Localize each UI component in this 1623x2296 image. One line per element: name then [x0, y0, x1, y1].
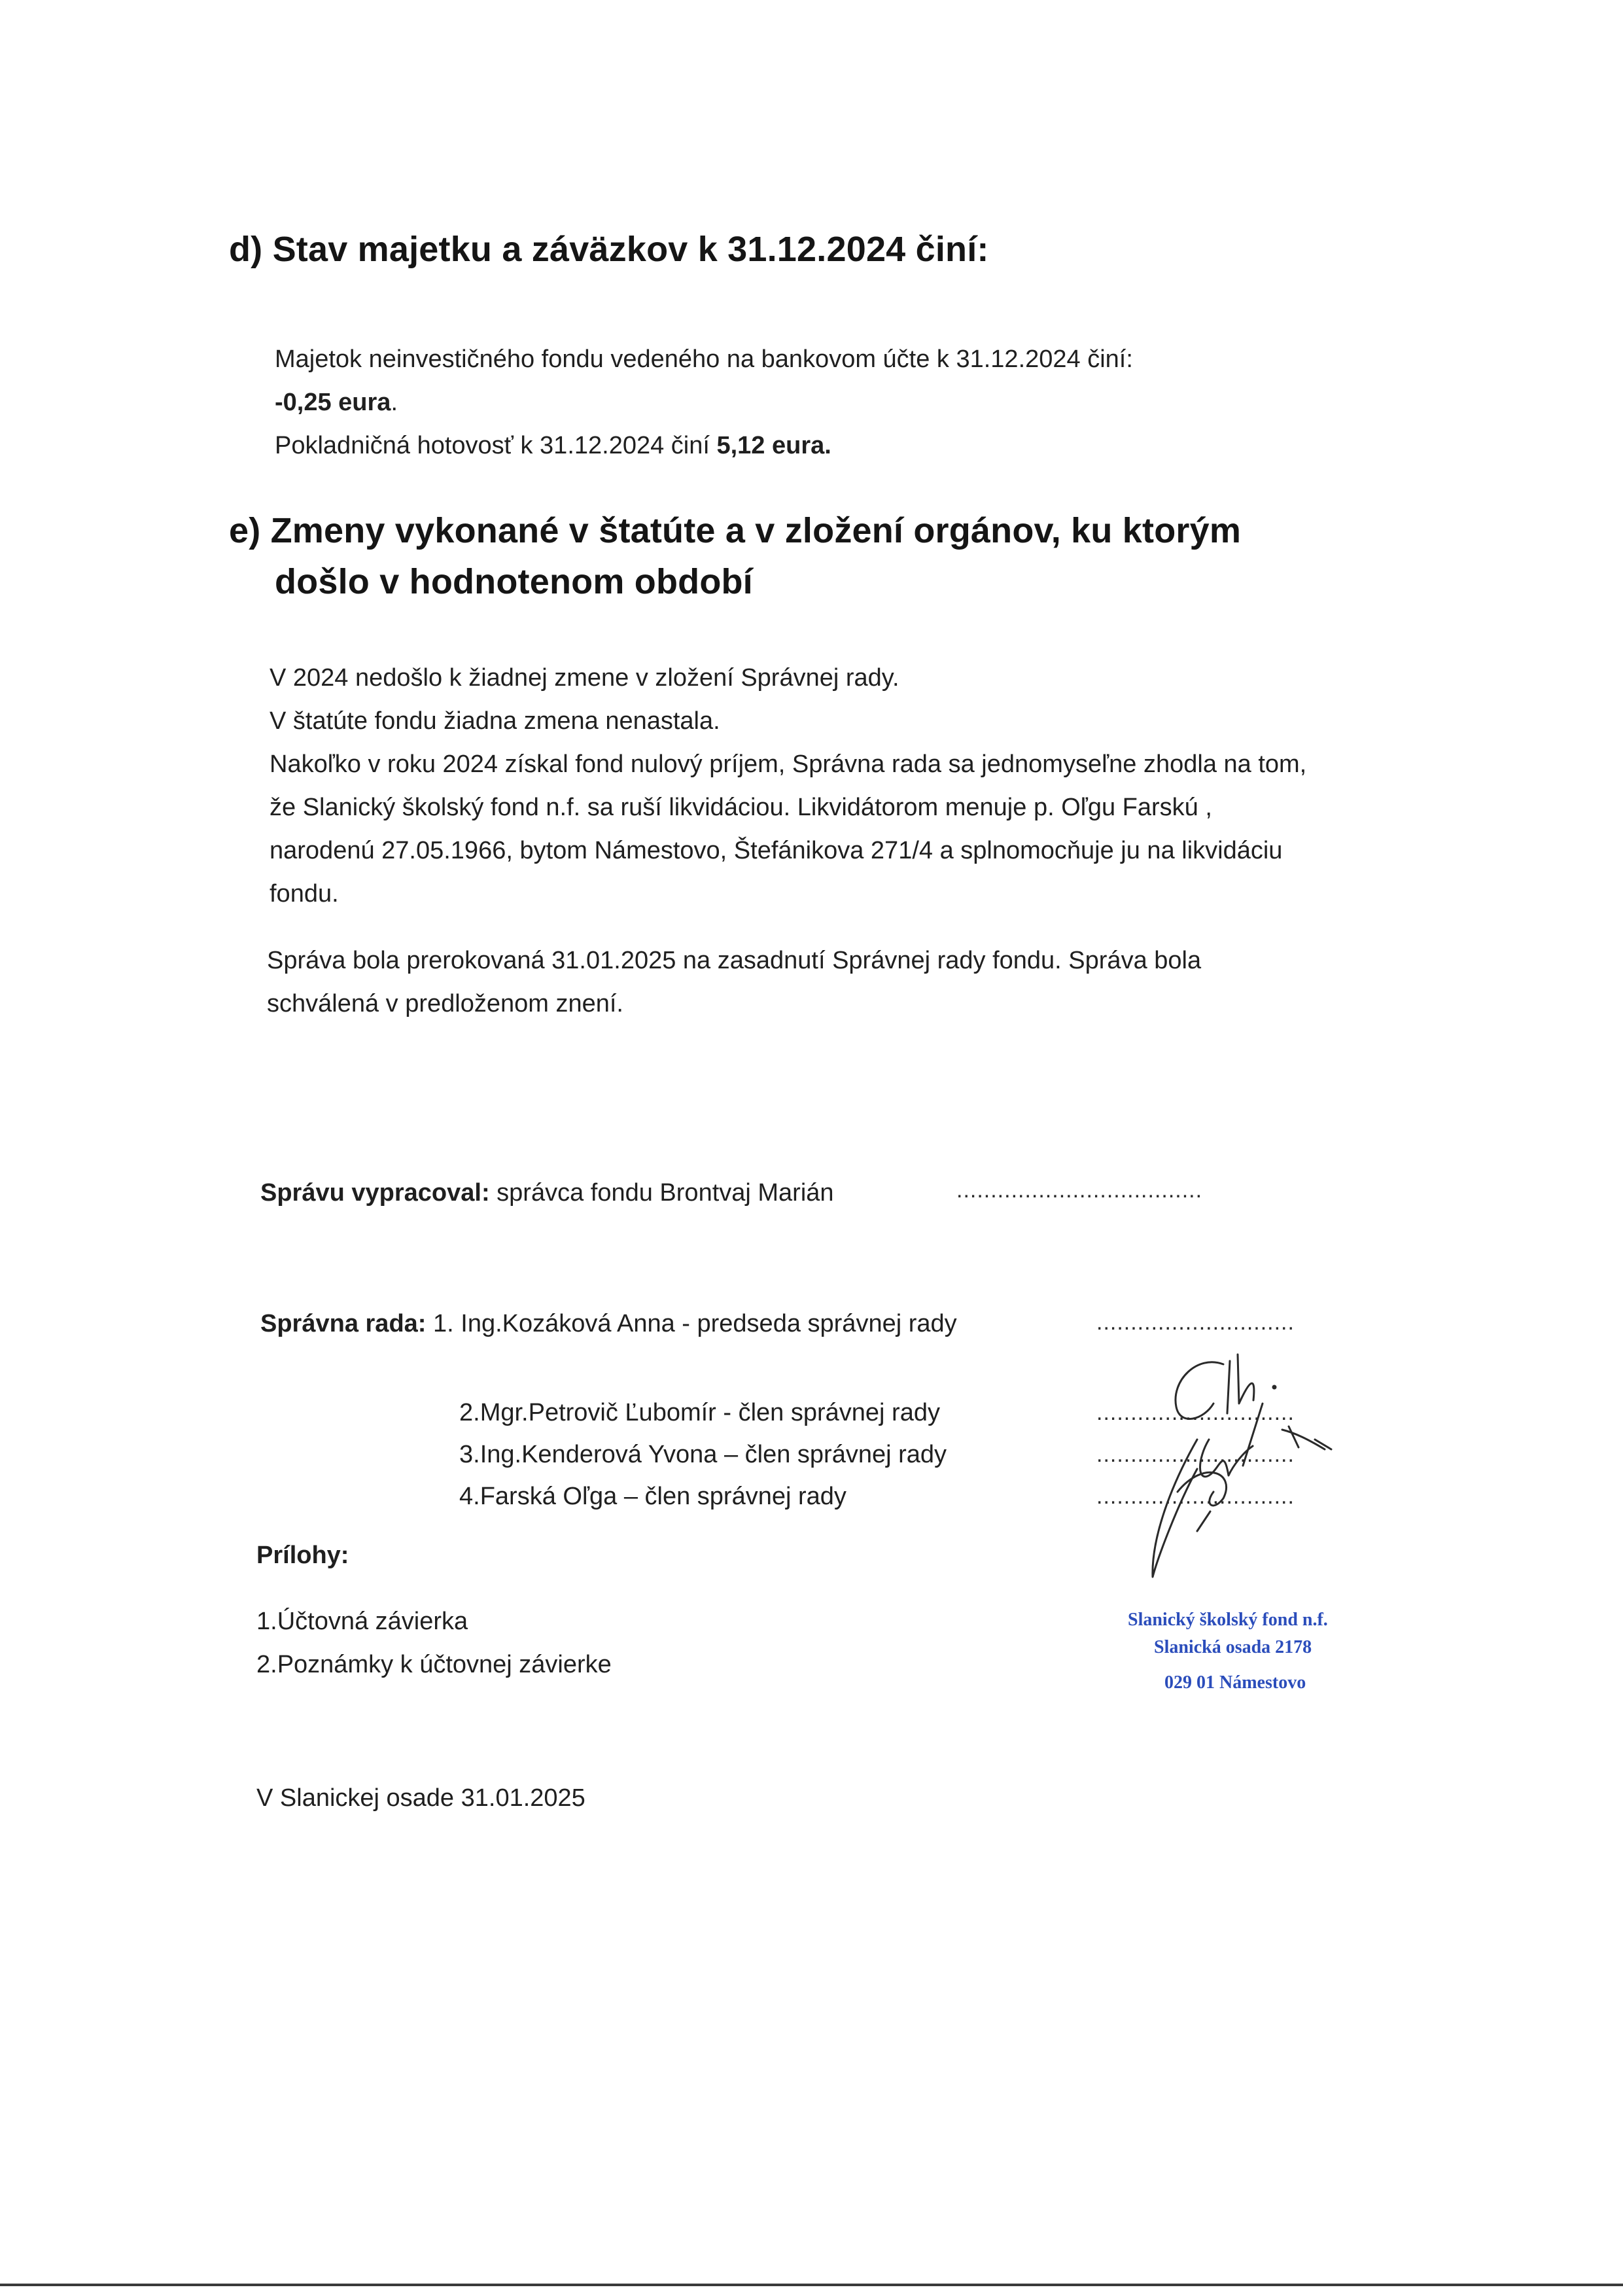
scan-edge	[0, 2284, 1623, 2286]
signature-stroke	[1176, 1362, 1223, 1419]
signature-stroke	[1197, 1511, 1210, 1531]
approval-paragraph	[267, 939, 1201, 1025]
board-label: Správna rada:	[260, 1310, 427, 1337]
section-d-line-1: Majetok neinvestičného fondu vedeného na bankovom účte k 31.12.2024 činí:	[275, 345, 1133, 373]
attachment-item: 1.Účtovná závierka	[256, 1608, 468, 1635]
board-signature-line: .............................	[1096, 1442, 1295, 1467]
handwritten-signatures	[1099, 1341, 1426, 1623]
prepared-by-label: Správu vypracoval:	[260, 1179, 490, 1207]
section-e-line: V 2024 nedošlo k žiadnej zmene v zložení Správnej rady.	[270, 664, 899, 692]
signature-dot	[1273, 1386, 1276, 1388]
board-signature-line: .............................	[1096, 1400, 1295, 1425]
section-e-heading-line-2: došlo v hodnotenom období	[275, 562, 753, 601]
stamp-line-1: Slanický školský fond n.f.	[1128, 1610, 1328, 1630]
board-member: 4.Farská Oľga – člen správnej rady	[459, 1483, 846, 1510]
signature-stroke	[1289, 1426, 1331, 1449]
prepared-by-signature-line: ....................................	[956, 1178, 1203, 1203]
prepared-by	[260, 1171, 834, 1214]
section-d-line-3: Pokladničná hotovosť k 31.12.2024 činí 5,12 eura.	[275, 432, 831, 459]
section-e-line: že Slanický školský fond n.f. sa ruší likvidáciou. Likvidátorom menuje p. Oľgu Farskú ,	[270, 794, 1212, 821]
prepared-by-name: správca fondu Brontvaj Marián	[489, 1179, 834, 1207]
section-d-body	[275, 338, 1133, 467]
section-e-body	[270, 656, 1306, 915]
signature-stroke	[1153, 1439, 1197, 1577]
section-d-line-2: -0,25 eura.	[275, 389, 398, 416]
attachments-list	[256, 1600, 612, 1686]
section-d-heading: d) Stav majetku a záväzkov k 31.12.2024 činí:	[229, 230, 989, 269]
attachments-label: Prílohy:	[256, 1542, 349, 1569]
board-signature-line: .............................	[1096, 1484, 1295, 1509]
board-member: 3.Ing.Kenderová Yvona – člen správnej rady	[459, 1441, 947, 1468]
signature-stroke	[1227, 1354, 1254, 1413]
board-member: 2.Mgr.Petrovič Ľubomír - člen správnej rady	[459, 1399, 940, 1426]
board-member: 1. Ing.Kozáková Anna - predseda správnej rady	[426, 1310, 957, 1337]
section-e-line: V štatúte fondu žiadna zmena nenastala.	[270, 707, 720, 735]
board-signature-line: .............................	[1096, 1310, 1295, 1335]
stamp-line-2: Slanická osada 2178	[1154, 1637, 1312, 1657]
board-chair	[260, 1302, 957, 1345]
approval-line: schválená v predloženom znení.	[267, 990, 623, 1017]
section-e-heading-line-1: e) Zmeny vykonané v štatúte a v zložení orgánov, ku ktorým	[229, 511, 1242, 550]
signature-stroke	[1178, 1472, 1227, 1506]
cash-amount: 5,12 eura.	[716, 432, 831, 459]
bank-balance-amount: -0,25 eura	[275, 389, 391, 416]
place-and-date: V Slanickej osade 31.01.2025	[256, 1784, 585, 1812]
section-e-line: fondu.	[270, 880, 339, 908]
stamp-line-3: 029 01 Námestovo	[1164, 1672, 1306, 1693]
attachment-item: 2.Poznámky k účtovnej závierke	[256, 1651, 612, 1678]
section-e-line: Nakoľko v roku 2024 získal fond nulový príjem, Správna rada sa jednomyseľne zhodla na tom,	[270, 751, 1307, 778]
section-e-line: narodenú 27.05.1966, bytom Námestovo, Štefánikova 271/4 a splnomocňuje ju na likvidáciu	[270, 837, 1283, 864]
approval-line: Správa bola prerokovaná 31.01.2025 na zasadnutí Správnej rady fondu. Správa bola	[267, 947, 1202, 974]
signature-stroke	[1243, 1404, 1325, 1466]
